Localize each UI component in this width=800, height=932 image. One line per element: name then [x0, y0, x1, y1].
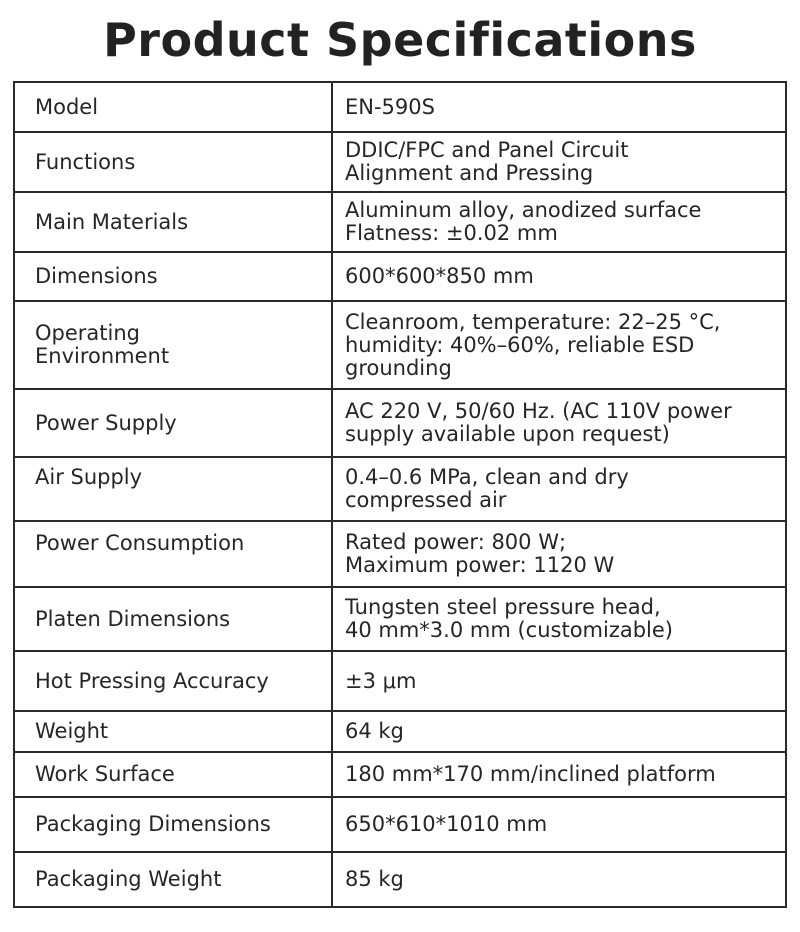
spec-label-functions: Functions: [14, 132, 332, 192]
table-row: [14, 252, 786, 301]
table-row: [14, 651, 786, 711]
table-row: [14, 797, 786, 852]
table-row: [14, 457, 786, 521]
spec-label-work-surface: Work Surface: [14, 752, 332, 797]
spec-value-packaging-weight: 85 kg: [332, 852, 786, 907]
spec-label-weight: Weight: [14, 711, 332, 752]
spec-value-power-supply: AC 220 V, 50/60 Hz. (AC 110V power supply available upon request): [332, 389, 786, 457]
spec-value-hot-pressing-accuracy: ±3 μm: [332, 651, 786, 711]
spec-value-work-surface: 180 mm*170 mm/inclined platform: [332, 752, 786, 797]
spec-value-dimensions: 600*600*850 mm: [332, 252, 786, 301]
spec-label-power-consumption: Power Consumption: [14, 521, 332, 587]
spec-value-platen-dimensions: Tungsten steel pressure head, 40 mm*3.0 mm (customizable): [332, 587, 786, 651]
spec-value-power-consumption: Rated power: 800 W; Maximum power: 1120 W: [332, 521, 786, 587]
page-title: Product Specifications: [103, 13, 697, 67]
table-row: [14, 132, 786, 192]
spec-value-weight: 64 kg: [332, 711, 786, 752]
table-row: [14, 752, 786, 797]
spec-label-platen-dimensions: Platen Dimensions: [14, 587, 332, 651]
spec-label-main-materials: Main Materials: [14, 192, 332, 252]
spec-value-model: EN-590S: [332, 82, 786, 132]
spec-label-dimensions: Dimensions: [14, 252, 332, 301]
spec-label-operating-environment: Operating Environment: [14, 301, 332, 389]
spec-label-power-supply: Power Supply: [14, 389, 332, 457]
spec-label-air-supply: Air Supply: [14, 457, 332, 521]
spec-table: [13, 81, 787, 908]
table-row: [14, 711, 786, 752]
spec-label-model: Model: [14, 82, 332, 132]
spec-value-operating-environment: Cleanroom, temperature: 22–25 °C, humidity: 40%–60%, reliable ESD grounding: [332, 301, 786, 389]
table-row: [14, 192, 786, 252]
table-row: [14, 389, 786, 457]
table-row: [14, 301, 786, 389]
spec-value-functions: DDIC/FPC and Panel Circuit Alignment and Pressing: [332, 132, 786, 192]
spec-label-packaging-weight: Packaging Weight: [14, 852, 332, 907]
table-row: [14, 852, 786, 907]
spec-value-main-materials: Aluminum alloy, anodized surface Flatness: ±0.02 mm: [332, 192, 786, 252]
spec-value-air-supply: 0.4–0.6 MPa, clean and dry compressed air: [332, 457, 786, 521]
table-row: [14, 521, 786, 587]
table-row: [14, 587, 786, 651]
spec-value-packaging-dimensions: 650*610*1010 mm: [332, 797, 786, 852]
spec-label-hot-pressing-accuracy: Hot Pressing Accuracy: [14, 651, 332, 711]
table-row: [14, 82, 786, 132]
spec-label-packaging-dimensions: Packaging Dimensions: [14, 797, 332, 852]
